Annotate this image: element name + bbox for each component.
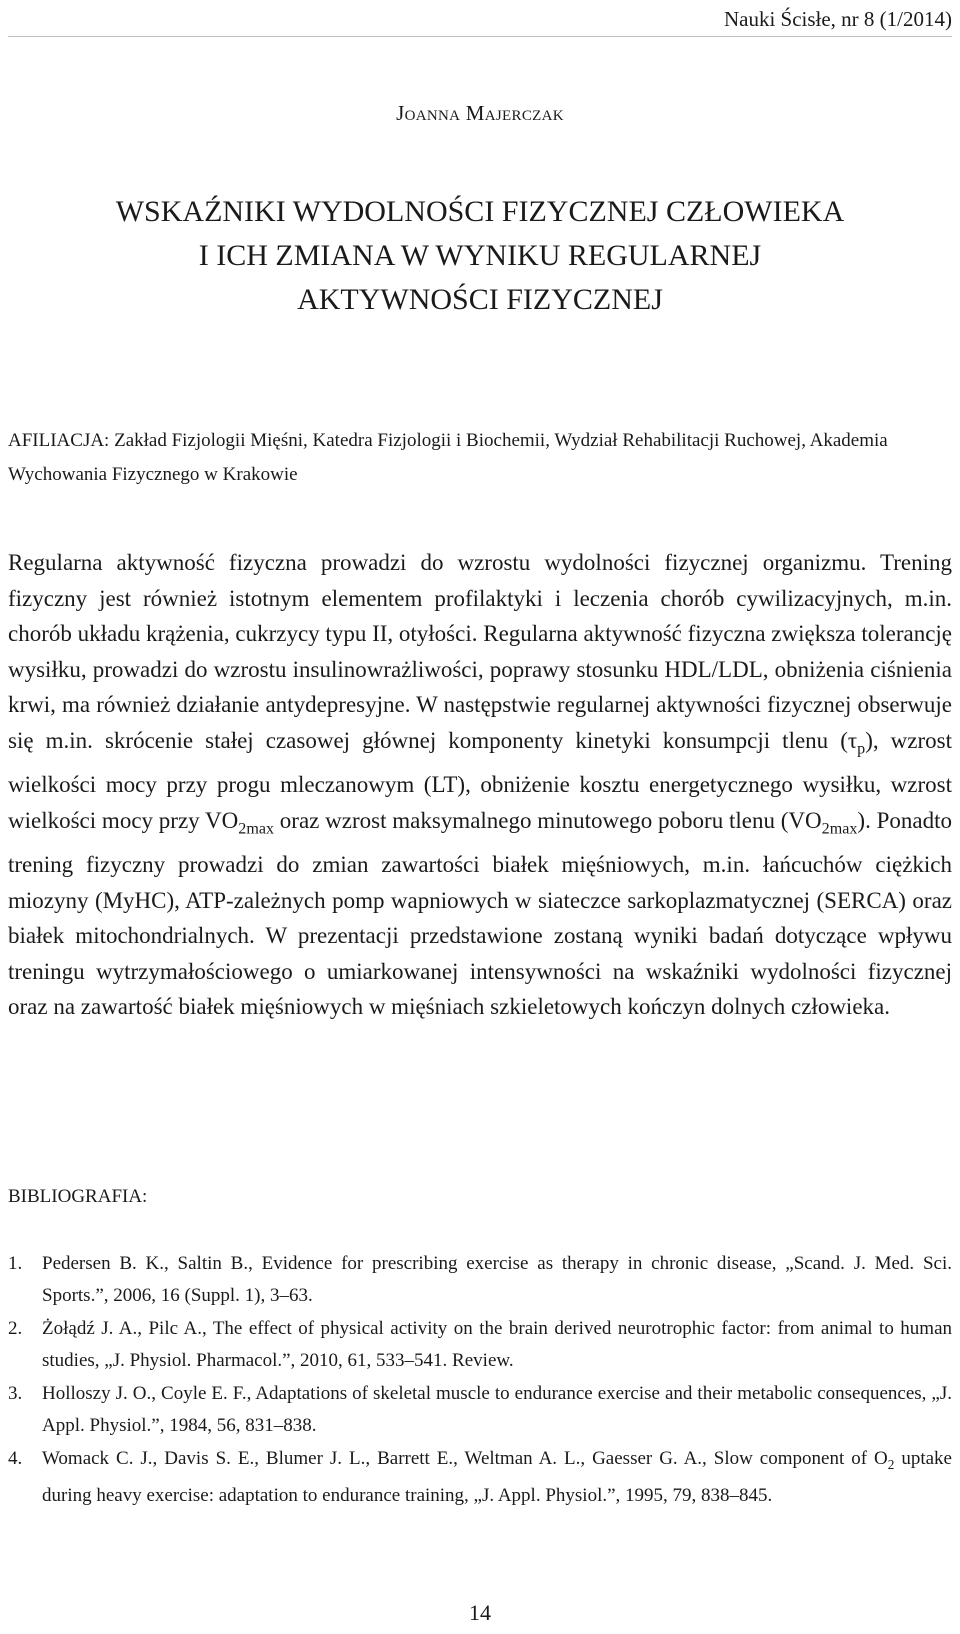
reference-text: Womack C. J., Davis S. E., Blumer J. L., Barrett E., Weltman A. L., Gaesser G. A., Slow component of $O_2$ uptake during heavy exercise: adaptation to endurance training, „J. Appl. Physiol.”, 1995, 79, 838–845. [42,1448,952,1507]
vo2max-subscript: 2max [238,820,275,838]
reference-number: 1. [8,1253,23,1274]
vo2max-subscript: 2max [821,820,858,838]
abstract [8,545,952,1025]
running-header [8,2,952,37]
reference-number: 2. [8,1318,23,1339]
page-number: 14 [469,1600,491,1625]
title-line: WSKAŹNIKI WYDOLNOŚCI FIZYCZNEJ CZŁOWIEKA [115,195,845,228]
journal-name: Nauki Ścisłe, nr 8 (1/2014) [723,7,952,31]
author-name: Joanna Majerczak [396,101,564,125]
reference-item [8,1378,952,1441]
reference-list [8,1248,952,1514]
reference-item [8,1248,952,1311]
title-line: AKTYWNOŚCI FIZYCZNEJ [297,283,663,316]
title-line: I ICH ZMIANA W WYNIKU REGULARNEJ [198,239,762,272]
abstract-paragraph: Regularna aktywność fizyczna prowadzi do wzrostu wydolności fizycznej organizmu. Trening fizyczny jest również istotnym elementem profilaktyki i leczenia chorób cywilizacyjnych, m.in. chorób układu krążenia, cukrzycy typu II, otyłości. Regularna aktywność fizyczna zwiększa tolerancję wysiłku, prowadzi do wzrostu insulinowrażliwości, poprawy stosunku HDL/LDL, obniżenia ciśnienia krwi, ma również działanie antydepresyjne. W następstwie regularnej aktywności fizycznej obserwuje się m.in. skrócenie stałej czasowej głównej komponenty kinetyki konsumpcji tlenu $(\tau_p)$, wzrost wielkości mocy przy progu mleczanowym (LT), obniżenie kosztu energetycznego wysiłku, wzrost wielkości mocy przy $VO_{2max}$ oraz wzrost maksymalnego minutowego poboru tlenu $(VO_{2max})$. Ponadto trening fizyczny prowadzi do zmian zawartości białek mięśniowych, m.in. łańcuchów ciężkich miozyny (MyHC), ATP-zależnych pomp wapniowych w siateczce sarkoplazmatycznej (SERCA) oraz białek mitochondrialnych. W prezentacji przedstawione zostaną wyniki badań dotyczące wpływu treningu wytrzymałościowego o umiarkowanej intensywności na wskaźniki wydolności fizycznej oraz na zawartość białek mięśniowych w mięśniach szkieletowych kończyn dolnych człowieka. [8,550,952,1020]
reference-text: Holloszy J. O., Coyle E. F., Adaptations of skeletal muscle to endurance exercise and their metabolic consequences, „J. Appl. Physiol.”, 1984, 56, 831–838. [42,1383,952,1436]
paper-title [0,190,960,322]
tau-subscript: p [857,740,866,758]
reference-text: Pedersen B. K., Saltin B., Evidence for prescribing exercise as therapy in chronic disease, „Scand. J. Med. Sci. Sports.”, 2006, 16 (Suppl. 1), 3–63. [42,1253,952,1306]
reference-text: Żołądź J. A., Pilc A., The effect of physical activity on the brain derived neurotrophic factor: from animal to human studies, „J. Physiol. Pharmacol.”, 2010, 61, 533–541. Review. [42,1318,952,1371]
reference-item [8,1313,952,1376]
reference-number: 4. [8,1448,23,1469]
bibliography-heading: BIBLIOGRAFIA: [8,1186,148,1207]
reference-number: 3. [8,1383,23,1404]
o2-subscript: 2 [887,1456,895,1472]
reference-item [8,1443,952,1512]
affiliation: AFILIACJA: Zakład Fizjologii Mięśni, Katedra Fizjologii i Biochemii, Wydział Rehabilitacji Ruchowej, Akademia Wychowania Fizycznego w Krakowie [8,430,888,485]
